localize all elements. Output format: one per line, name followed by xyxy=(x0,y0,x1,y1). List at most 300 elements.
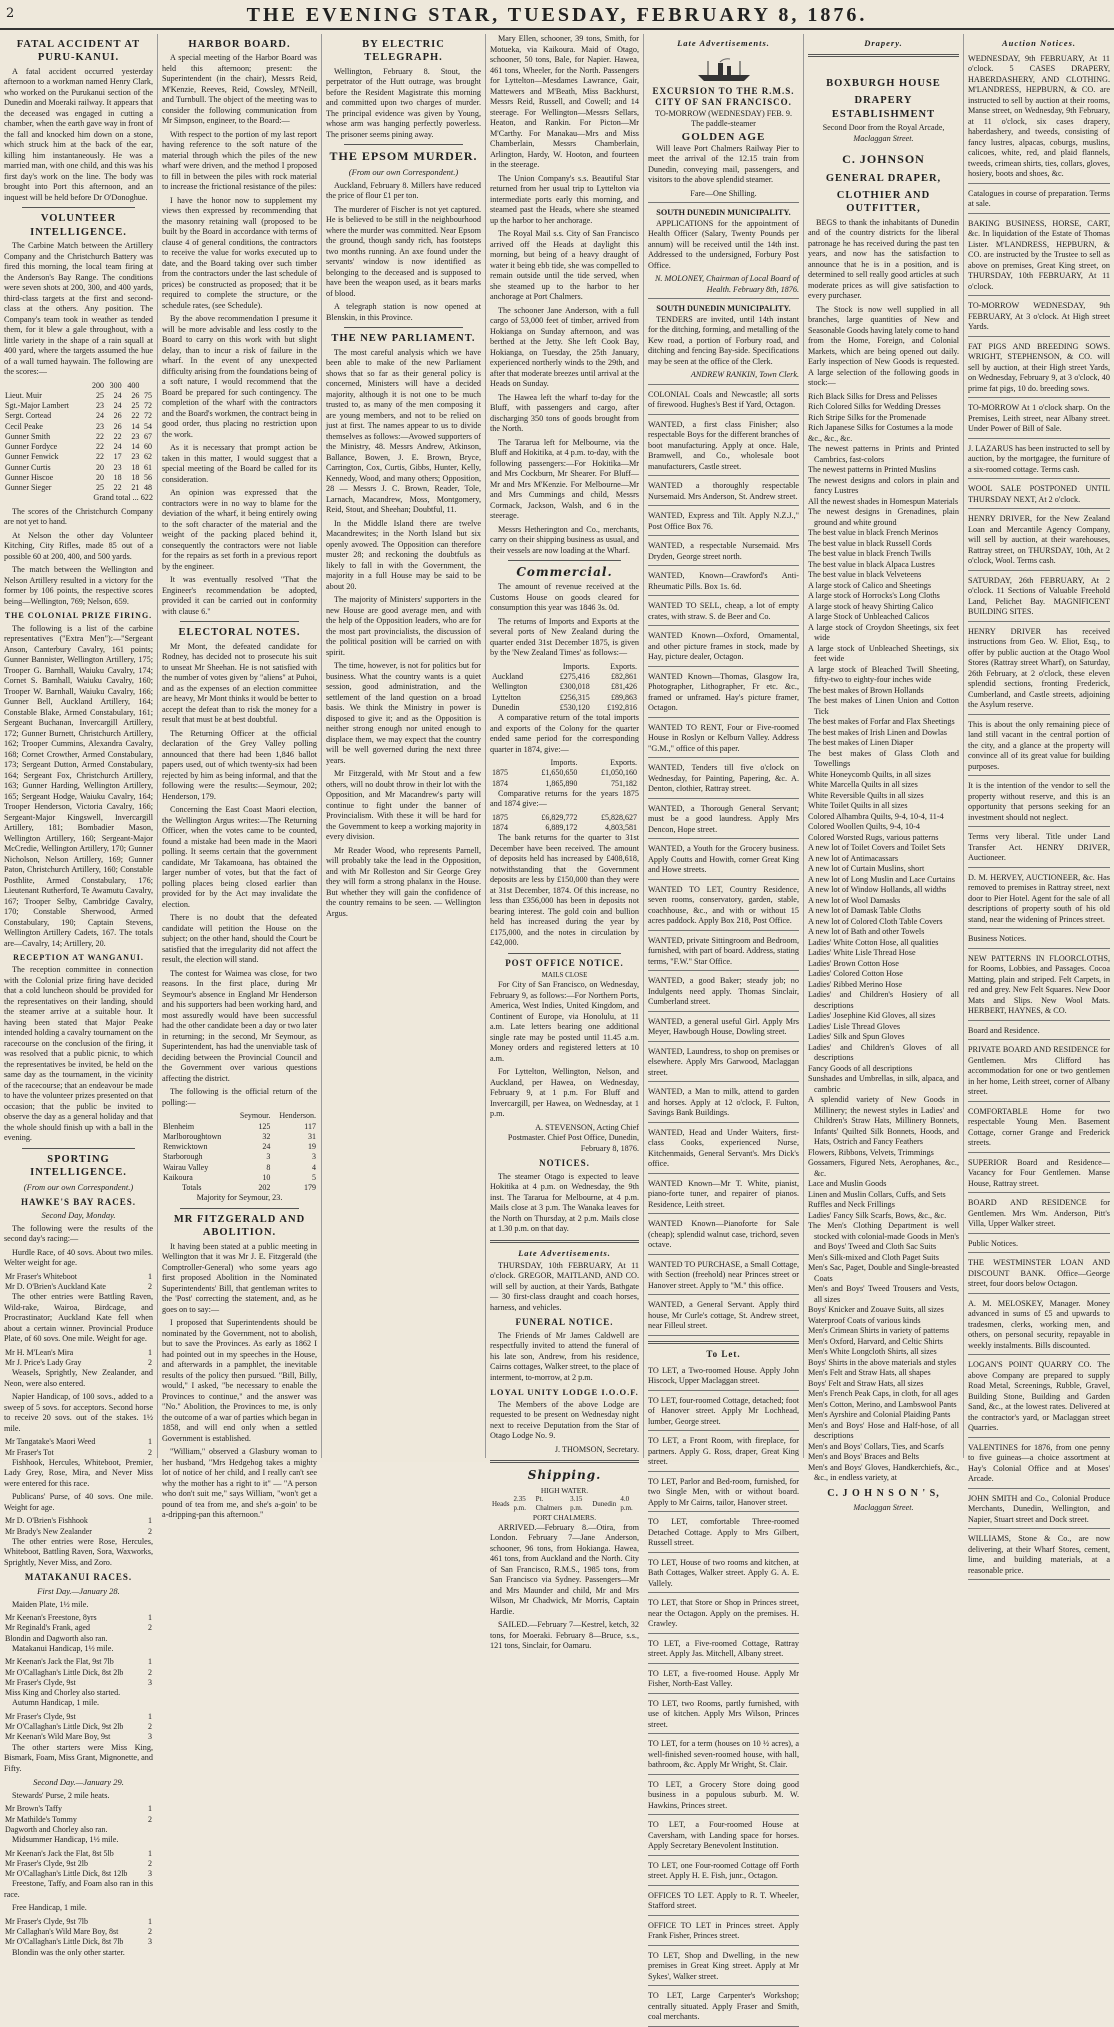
ad-body: Will leave Port Chalmers Railway Pier to meet the arrival of the 12.15 train from Dunedin, conveying mail, passengers, and visitors to the above splendid steamer. xyxy=(648,143,799,185)
auction-ad: Catalogues in course of preparation. Terms at sale. xyxy=(968,186,1110,214)
article-text: A comparative return of the total imports and exports of the Colony for the quarter ended same period for the corresponding quarter in 1874, give:— xyxy=(490,713,639,754)
race-result-row: Mr D. O'Brien's Fishhook 1 xyxy=(5,1516,152,1526)
drapery-item: Men's and Boys' Tweed Trousers and Vests, all sizes xyxy=(808,1284,959,1304)
proprietor-role: GENERAL DRAPER, xyxy=(825,172,942,184)
to-let-ad: TO LET, that Store or Shop in Princes street, near the Octagon. Apply on the premises. H. Crawley. xyxy=(648,1595,799,1634)
race-result-row: Mr O'Callaghan's Little Dick, 8st 7lb 3 xyxy=(5,1937,152,1947)
poll-row: Blenheim 125 117 xyxy=(163,1121,316,1131)
score-row: Gunner Fordyce 22 24 14 60 xyxy=(5,442,152,452)
score-row: Gunner Fenwick 22 17 23 62 xyxy=(5,452,152,462)
score-row: Gunner Sieger 25 22 21 48 xyxy=(5,483,152,493)
drapery-item: Men's and Boys' Gloves, Handkerchiefs, &c., &c., in endless variety, at xyxy=(808,1462,959,1483)
column-3 xyxy=(322,34,486,1458)
article-text: The scores of the Christchurch Company are not yet to hand. xyxy=(4,506,153,527)
drapery-item: Ladies' Ribbed Merino Hose xyxy=(808,979,903,989)
heading-late-ads: Late Advertisements. xyxy=(677,38,770,48)
drapery-item: Ladies' Lisle Thread Gloves xyxy=(808,1021,901,1031)
drapery-item: A large stock of Croydon Sheetings, six feet wide xyxy=(808,622,959,643)
article-text: At Nelson the other day Volunteer Kitching, City Rifles, made 85 out of a possible 60 at 200, 400, and 500 yards. xyxy=(4,530,153,561)
heading-late-ads: Late Advertisements. xyxy=(518,1247,611,1258)
article-text: The bank returns for the quarter to 31st December have been received. The amount of deposits held has increased by £408,618, notwithstanding that the Government deposits are less by £150,000 than they were at 31st December, 1874. Of this increase, no less than £356,000 has been in deposits not bearing interest. The gold coin and bullion held has increased during the year by £175,000, and the notes in circulation by £42,000. xyxy=(490,833,639,948)
article-text: Mr Reader Wood, who represents Parnell, will probably take the lead in the Opposition, and with Mr Rolleston and Sir George Grey they will form a strong phalanx in the House. But whether they will gain the confidence of the country remains to be seen. — Wellington Argus. xyxy=(326,845,481,918)
drapery-item: Ladies' Fancy Silk Scarfs, Bows, &c., &c. xyxy=(808,1210,947,1220)
race-result-row: Mr Keenan's Jack the Flat, 8st 5lb 1 xyxy=(5,1848,152,1858)
article-text: Free Handicap, 1 mile. xyxy=(12,1903,87,1913)
poll-row: Starborough 3 3 xyxy=(163,1152,316,1162)
drapery-item: Linen and Muslin Collars, Cuffs, and Sets xyxy=(808,1189,946,1199)
drapery-item: Boys' Shirts in the above materials and styles xyxy=(808,1357,957,1367)
grand-total: Grand total ... 622 xyxy=(93,493,153,503)
article-text: It having been stated at a public meeting in Wellington that it was Mr J. E. Fitzgerald (the Comptroller-General) who some years ago first proposed Abolition in the Nominated Superintendents' Bill, that gentleman writes to the 'Post' correcting the statement, and, as he goes on to say:— xyxy=(162,1241,317,1314)
article-text: The Tararua left for Melbourne, via the Bluff and Hokitika, at 4 p.m. to-day, with the following passengers:—For Hokitika—Mr and Mrs Cockburn, Mr Shearer. For Bluff—Mr and Mrs M'Kenzie. For Melbourne—Mr and Mrs Cummings and child, Messrs Cormack, Jackson, Walsh, and 6 in the steerage. xyxy=(490,437,639,520)
small-ads-list xyxy=(648,387,799,1336)
auction-ad: D. M. HERVEY, AUCTIONEER, &c. Has removed to premises in Rattray street, next door to Pier Hotel. Agent for the sale of all descriptions of property south of his old stand, near the widening of Princes street. xyxy=(968,870,1110,930)
race-results xyxy=(4,1804,153,1835)
advertisement xyxy=(648,301,799,385)
score-row: Cecil Peake 23 26 14 54 xyxy=(5,421,152,431)
store-street: Maclaggan Street. xyxy=(853,1502,914,1512)
drapery-item: Ladies' Brown Cotton Hose xyxy=(808,958,899,968)
article-text: Mr Fitzgerald, with Mr Stout and a few others, will no doubt throw in their lot with the Opposition, and Mr Macandrew's party will continue to fight under the banner of Provincialism. With these it will be hard for the Government to keep a working majority in every division. xyxy=(326,769,481,842)
drapery-item: Colored Worsted Rugs, various patterns xyxy=(808,832,939,842)
drapery-item: Men's Ayrshire and Colonial Plaiding Pants xyxy=(808,1410,951,1420)
score-row: Lieut. Muir 25 24 26 75 xyxy=(5,390,152,400)
subheading: HAWKE'S BAY RACES. xyxy=(20,1196,137,1207)
article-text: The Union Company's s.s. Beautiful Star returned from her usual trip to Lyttelton via intermediate ports early this morning, and steamed past the Heads, where she steamed up the harbor to her anchorage. xyxy=(490,173,639,225)
heading-shipping: Shipping. xyxy=(527,1468,602,1483)
drapery-item: The best value in black French Merinos xyxy=(808,528,939,538)
race-result-row: Mr O'Callaghan's Little Dick, 8st 12lb 3 xyxy=(5,1869,152,1879)
article-text: By the above recommendation I presume it will be more advisable and less costly to the Board to carry on this work with but slight delay, than to incur a risk of failure in the wharf. In the event of any unexpected difficulty arising from the foundations being of a soft nature, I would recommend that the Board be prepared for such contingency. The completion of the wharf with the contractors and the Board's workmen, the contract being in good order, thus placing no restriction upon the work. xyxy=(162,314,317,439)
auction-ad: A. M. MELOSKEY, Manager. Money advanced in sums of £5 and upwards to tradesmen, clerks, working men, and others, on personal security, repayable in weekly instalments. Bills discounted. xyxy=(968,1296,1110,1356)
trade-table-3 xyxy=(490,813,639,833)
auction-ads-list xyxy=(968,51,1110,1581)
score-row: Gunner Smith 22 22 23 67 xyxy=(5,431,152,441)
heading-new-parliament: THE NEW PARLIAMENT. xyxy=(331,333,476,345)
classified-ad: WANTED, Head and Under Waiters, first-class Cooks, experienced Nurse, Kitchenmaids, General Servant's. Mrs Dick's office. xyxy=(648,1125,799,1174)
classified-ad: WANTED, a general useful Girl. Apply Mrs Meyer, Hawbough House, Dowling street. xyxy=(648,1014,799,1042)
auction-ad: HENRY DRIVER has received instructions from Geo. W. Eliot, Esq., to offer by public auction at the Otago Wool Stores (Rattray street Wharf), on Saturday, 26th February, at 2 o'clock, these eleven splendid sections, fronting Frederick, Cumberland, and Castle streets, adjoining the Asylum reserve. xyxy=(968,624,1110,715)
drapery-item: Rich Colored Silks for Wedding Dresses xyxy=(808,402,941,412)
drapery-item: &c., &c., &c. xyxy=(808,433,853,443)
article-text: Weasels, Sprightly, New Zealander, and Neon, were also entered. xyxy=(4,1368,153,1388)
ad-body: APPLICATIONS for the appointment of Health Officer (Salary, Twenty Pounds per annum) will be received until the 14th inst. Addressed to the undersigned, Forbury Post Office. xyxy=(648,218,799,270)
score-row: Sergt. Cortead 24 26 22 72 xyxy=(5,411,152,421)
article-text: The majority of Ministers' supporters in the new House are good average men, and with the help of the Opposition leaders, who are for the most part provincialists, the discussion of the political position will be carried on with spirit. xyxy=(326,595,481,657)
to-let-ad: TO LET, Large Carpenter's Workshop; centrally situated. Apply Fraser and Smith, coal merchants. xyxy=(648,1988,799,2027)
race-result-row: Mr H. M'Lean's Mira 1 xyxy=(5,1347,152,1357)
store-signature: C. J O H N S O N ' S, xyxy=(827,1487,940,1499)
article-text: Freestone, Taffy, and Foam also ran in this race. xyxy=(4,1879,153,1899)
race-result-row: Mr Fraser's Clyde, 9st 1 xyxy=(5,1711,152,1721)
heading-lodge: LOYAL UNITY LODGE I.O.O.F. xyxy=(490,1387,639,1398)
poll-row: Wairau Valley 8 4 xyxy=(163,1162,316,1172)
drapery-item: Men's and Boys' Collars, Ties, and Scarfs xyxy=(808,1441,944,1451)
article-text: For Lyttelton, Wellington, Nelson, and Auckland, per Hawea, on Wednesday, February 9, at 1 p.m. For Bluff and Invercargill, per Hawea, on Wednesday, at 1 p.m. xyxy=(490,1067,639,1119)
classified-ad: WANTED, Express and Tilt. Apply N.Z.J.," Post Office Box 76. xyxy=(648,508,799,536)
article-text: Maiden Plate, 1½ mile. xyxy=(12,1599,89,1609)
advertisement: THURSDAY, 10th FEBRUARY, At 11 o'clock. GREGOR, MAITLAND, AND CO. will sell by auction, at their Yards, Bathgate — 30 first-class draught and coach horses, harness, and vehicles. xyxy=(490,1260,639,1312)
byline: (From our own Correspondent.) xyxy=(23,1181,134,1192)
article-text: Mr Mont, the defeated candidate for Rodney, has decided not to prosecute his suit to unseat Mr Sheehan. He is not satisfied with the number of votes given by "aliens" at Puhoi, and as the expenses of an election committee are heavy, Mr Mont thinks it would be better to accept the defeat than to risk the money for a result that must be at best doubtful. xyxy=(162,641,317,725)
race-result-row: Mr Fraser's Whiteboot 1 xyxy=(5,1271,152,1281)
heading-epsom-murder: THE EPSOM MURDER. xyxy=(329,149,478,164)
trade-row: Dunedin £530,120 £192,816 xyxy=(492,702,637,712)
heading-drapery: Drapery. xyxy=(864,38,903,48)
article-text: Blondin was the only other starter. xyxy=(12,1947,125,1957)
article-text: The reception committee in connection with the Colonial prize firing have decided that a cold luncheon should be provided for the representatives on their landing, should the steamer arrive at a suitable hour. It having been stated that Major Peake intended holding a cavalry tournament on the racecourse on the conclusion of the firing, it was resolved that a public picnic, to which the representatives be invited, be held on the same day as the tournament, in the vicinity of the racecourse; that an endeavour be made to have the volunteer prizes presented on that occasion; that the public be invited to observe the day as a general holiday and that the whole should finish up with a ball in the evening. xyxy=(4,965,153,1143)
column-4 xyxy=(486,34,644,1651)
article-text: Fishhook, Hercules, Whiteboot, Premier, Lady Grey, Rose, Mira, and Never Miss were entered for this race. xyxy=(4,1457,153,1488)
drapery-item: White Reversible Quilts in all sizes xyxy=(808,790,924,800)
drapery-item: Ladies' and Children's Hosiery of all descriptions xyxy=(808,990,959,1010)
auction-ad: WEDNESDAY, 9th FEBRUARY, At 11 o'clock. 5 CASES DRAPERY, HABERDASHERY, AND CLOTHING. M'LANDRESS, HEPBURN, & CO. are instructed to sell by auction at their rooms, Manse street, on Wednesday, 9th February, at 11 o'clock, six cases drapery, haberdashery, and tweeds, consisting of fancy lustres, alpacas, coburgs, muslins, calicoes, white, red, and plaid flannels, tweeds, crimean shirts, ties, collars, gloves, hosiery, boots and shoes, &c. xyxy=(968,51,1110,184)
article-text: The following were the results of the second day's racing:— xyxy=(4,1223,153,1244)
classified-ad: WANTED, a good Baker; steady job; no Indulgents need apply. Thomas Sinclair, Cumberland street. xyxy=(648,973,799,1012)
trade-row: Auckland £275,416 £82,861 xyxy=(492,672,637,682)
ad-title: SOUTH DUNEDIN MUNICIPALITY. xyxy=(656,208,791,218)
drapery-item: White Toilet Quilts in all sizes xyxy=(808,801,908,811)
proprietor-name: C. JOHNSON xyxy=(842,152,925,167)
to-let-ad: TO LET, a Four-roomed House at Caversham, with Landing space for horses. Apply Secretary Benevolent Institution. xyxy=(648,1817,799,1856)
poll-table: Seymour. Henderson. Blenheim 125 117 Marlboroughtown 32 31 Renwicktown 24 19 Starborough 3 3 Wairau Valley 8 4 Kaikoura 10 5 Totals 202 179 xyxy=(163,1111,316,1193)
race-result-row: Mr O'Callaghan's Little Dick, 9st 2lb 2 xyxy=(5,1722,152,1732)
store-subtitle: DRAPERY ESTABLISHMENT xyxy=(831,95,936,120)
drapery-item: The best makes of Linen Union and Cotton Tick xyxy=(808,696,959,716)
drapery-item: Men's Felt and Straw Hats, all shapes xyxy=(808,1368,931,1378)
newspaper-title: THE EVENING STAR, TUESDAY, FEBRUARY 8, 1876. xyxy=(246,4,868,26)
article-text: The Royal Mail s.s. City of San Francisco arrived off the Heads at daylight this morning, but being of a heavy draught of water it being ebb tide, she was compelled to remain outside until the tide served, when she steamed up to the harbor to her anchorage at Port Chalmers. xyxy=(490,229,639,301)
drapery-item: Ladies' White Lisle Thread Hose xyxy=(808,948,916,958)
drapery-item: Ruffles and Neck Frillings xyxy=(808,1200,895,1210)
race-result-row: Mr J. Price's Lady Gray 2 xyxy=(5,1358,152,1368)
article-text: The contest for Waimea was close, for two reasons. In the first place, during Mr Seymour's absence in England Mr Henderson and his supporters had been working hard, and most assuredly would have been successful had the other candidate been a day or two later in returning; in the second, Mr Seymour, as Superintendent, has had the unenviable task of deciding between the Provincial Council and the Government over various questions affecting the district. xyxy=(162,968,317,1083)
store-name: BOXBURGH HOUSE xyxy=(826,77,941,89)
drapery-item: A new lot of Toilet Covers and Toilet Sets xyxy=(808,843,946,853)
to-let-ad: TO LET, four-roomed Cottage, detached; foot of Hanover street. Apply Mr Lochhead, lumber, George street. xyxy=(648,1393,799,1432)
ad-subtitle: TO-MORROW (WEDNESDAY) FEB. 9. xyxy=(655,108,792,118)
column-1 xyxy=(0,34,158,1957)
article-text: The schooner Jane Anderson, with a full cargo of 53,000 feet of timber, arrived from Hokianga on Sunday afternoon, and was berthed at the Jetty. She left Cook Bay, Hokianga, on Tuesday, the 25th January, experienced northerly winds to the 29th, and after that moderate breezes until arrival at the Heads on Sunday. xyxy=(490,305,639,388)
drapery-item: White Honeycomb Quilts, in all sizes xyxy=(808,769,931,779)
drapery-item: A large stock of Bleached Twill Sheeting, fifty-two to eighty-four inches wide xyxy=(808,664,959,685)
heading-fatal-accident: FATAL ACCIDENT AT PURU-KANUI. xyxy=(16,39,141,64)
drapery-item: The best value in black Alpaca Lustres xyxy=(808,559,935,569)
subheading: First Day.—January 28. xyxy=(37,1585,120,1596)
article-text: I proposed that Superintendents should be nominated by the Government, not to abolish, but to save the Provinces. As early as 1862 I had pointed out in my speeches in the House, and afterwards in a pamphlet, the inevitable results of the policy then pursued. "Bill, Billy, would," I asked, "be necessary to enable the Provinces to continue," and the answer was "No." Abolition, the Provinces to me, is only the outcome of a war of parties which began in 1858, and will end only when a settled Government is established. xyxy=(162,1318,317,1443)
article-text: In the Middle Island there are twelve Macandrewites; in the North Island but six openly avowed. The Opposition can therefore muster 28; and reckoning the doubtfuls as likely to fall in with the Government, the majority in a full House may be said to be about 20. xyxy=(326,518,481,591)
race-results xyxy=(4,1917,153,1948)
drapery-item: The best value in black Russell Cords xyxy=(808,538,932,548)
auction-ad: THE WESTMINSTER LOAN AND DISCOUNT BANK. Office—George street, four doors below Octagon. xyxy=(968,1255,1110,1294)
byline: (From our own Correspondent.) xyxy=(348,166,459,177)
drapery-item: Men's French Peak Caps, in cloth, for all ages xyxy=(808,1389,959,1399)
article-text: Midsummer Handicap, 1½ mile. xyxy=(12,1835,119,1845)
auction-ad: Board and Residence. xyxy=(968,1023,1110,1041)
race-result-row: Mr Keenan's Jack the Flat, 9st 7lb 1 xyxy=(5,1657,152,1667)
auction-ad: NEW PATTERNS IN FLOORCLOTHS, for Rooms, Lobbies, and Passages. Cocoa Matting, plain and striped. Felt Carpets, in red and grey. New Felt Squares. New Door Mats and Slips. New Wool Mats. HERBERT, HAYNES, & CO. xyxy=(968,951,1110,1021)
trade-row: Lyttelton £256,315 £89,863 xyxy=(492,692,637,702)
ad-title: SOUTH DUNEDIN MUNICIPALITY. xyxy=(656,304,791,314)
trade-row: 1875 £6,829,772 £5,828,627 xyxy=(492,812,637,822)
page-number: 2 xyxy=(6,6,15,21)
scores-table: 200 300 400 Lieut. Muir 25 24 26 75 Sgt.-Major Lambert 23 24 25 72 Sergt. Cortead 24 26 22 72 Cecil Peake 23 26 14 54 Gunner Smith 22 22 23 67 Gunner Fordyce 22 24 14 60 Gunner Fenwick 22 17 23 62 Gunner Curtis 20 23 18 61 Gunner Hiscoe 20 18 18 56 Gunner Sieger 25 22 21 48 xyxy=(5,380,152,493)
heading-post-office: POST OFFICE NOTICE. xyxy=(505,957,624,968)
race-result-row: Dagworth and Chorley also ran. xyxy=(5,1824,108,1834)
classified-ad: WANTED TO RENT, Four or Five-roomed House in Roslyn or Kelburn Valley. Address "G.M.," office of this paper. xyxy=(648,720,799,759)
signature: J. THOMSON, Secretary. xyxy=(554,1444,639,1454)
auction-ad: BOARD AND RESIDENCE for Gentlemen. Mrs Wm. Anderson, Pitt's Villa, Upper Walker street. xyxy=(968,1195,1110,1234)
classified-ad: WANTED, a Thorough General Servant; must be a good laundress. Apply Mrs Dencon, Hope street. xyxy=(648,801,799,840)
classified-ad: WANTED, a respectable Nursemaid. Mrs Dryden, George street north. xyxy=(648,538,799,566)
drapery-item: White Marcella Quilts in all sizes xyxy=(808,780,918,790)
signature: N. MOLONEY, Chairman of Local Board of Health. February 8th, 1876. xyxy=(654,274,799,294)
race-result-row: Mr Fraser's Clyde, 9st 2lb 2 xyxy=(5,1858,152,1868)
article-text: The Stock is now well supplied in all branches, large quantities of New and Seasonable Goods having lately come to hand from the Home, Foreign, and Colonial Markets, which are being opened out daily. Early inspection of New Goods is requested. A large selection of the following goods in stock:— xyxy=(808,304,959,388)
race-result-row: Mr Keenan's Wild Mare Boy, 9st 3 xyxy=(5,1732,152,1742)
drapery-item: A splendid variety of New Goods in Millinery; the newest styles in Ladies' and Children's Straw Hats, Millinery Bonnets, Infants' Quilted Silk Bonnets, Hoods, and Hats, Ostrich and Fancy Feathers xyxy=(808,1095,959,1147)
article-text: The Carbine Match between the Artillery Company and the Christchurch Battery was fired this morning, the local team firing at the Anderson's Bay Range. The conditions were seven shots at 200, 300, and 400 yards, third-class targets at the first and second-class at the others. Any position. The Company's team took in weather as tended them, for it blew a gale throughout, with a little variety in the shape of a rain squall at 400 yard, where the targets assumed the hue of a wall turned haywain. The following are the scores:— xyxy=(4,241,153,377)
drapery-item: Rich Black Silks for Dress and Pelisses xyxy=(808,391,938,401)
article-text: The amount of revenue received at the Customs House on goods cleared for consumption this year was 1846 3s. 0d. xyxy=(490,582,639,613)
heading-harbor-board: HARBOR BOARD. xyxy=(188,39,291,50)
drapery-item: The best makes of Glass Cloth and Towellings xyxy=(808,748,959,769)
race-results xyxy=(4,1348,153,1368)
article-text: I have the honor now to supplement my views then expressed by recommending that the masonry retaining wall (proposed to be built by the Board in accordance with terms of clause 4 of general conditions, the contractors to receive the value for works executed up to date, and the Board taking over such timber from the contractors under the last schedule of prices) be constructed as proposed; that it be required to complete the structure, or the schedule rates, (see Schedule). xyxy=(162,195,317,310)
drapery-item: A new lot of Wool Damasks xyxy=(808,895,901,905)
heading-commercial: Commercial. xyxy=(516,565,613,579)
auction-ad: FAT PIGS AND BREEDING SOWS. WRIGHT, STEPHENSON, & CO. will sell by auction, at their High street Yards, on Wednesday, February 9, at 3 o'clock, 40 prime fat pigs, 10 do. breeding sows. xyxy=(968,339,1110,399)
auction-ad: TO-MORROW At 1 o'clock sharp. On the Premises, Leith street, near Albany street. Under Power of Bill of Sale. xyxy=(968,400,1110,439)
auction-ad: Terms very liberal. Title under Land Transfer Act. HENRY DRIVER, Auctioneer. xyxy=(968,829,1110,868)
article-text: Auckland, February 8. Millers have reduced the price of flour £1 per ton. xyxy=(326,180,481,201)
drapery-item: Men's Oxford, Harvard, and Celtic Shirts xyxy=(808,1336,943,1346)
to-let-list xyxy=(648,1363,799,2027)
to-let-ad: TO LET, a Two-roomed House. Apply John Hiscock, Upper Maclaggan street. xyxy=(648,1363,799,1391)
auction-ad: JOHN SMITH and Co., Colonial Produce Merchants, Dunedin, Wellington, and Napier, Stuart street and Dock street. xyxy=(968,1491,1110,1530)
score-row: Gunner Hiscoe 20 18 18 56 xyxy=(5,472,152,482)
drapery-item: The newest designs in Grenadines, plain ground and white ground xyxy=(808,507,959,527)
race-result-row: Mr Fraser's Tot 2 xyxy=(5,1447,152,1457)
drapery-item: Ladies' Colored Cotton Hose xyxy=(808,969,903,979)
race-results xyxy=(4,1712,153,1743)
article-text: It was eventually resolved "That the Engineer's recommendation be adopted, provided it can be carried out in conformity with clause 6." xyxy=(162,575,317,616)
score-row: Gunner Curtis 20 23 18 61 xyxy=(5,462,152,472)
drapery-item: Boys' Knicker and Zouave Suits, all sizes xyxy=(808,1305,944,1315)
poll-row: Kaikoura 10 5 xyxy=(163,1172,316,1182)
drapery-item: The best makes of Forfar and Flax Sheetings xyxy=(808,717,955,727)
drapery-item: A new lot of Window Hollands, all widths xyxy=(808,885,947,895)
drapery-item: The best makes of Linen Diaper xyxy=(808,738,914,748)
auction-ad: SATURDAY, 26th FEBRUARY, At 2 o'clock. 11 Sections of Valuable Freehold Land, Pelichet Bay. MAGNIFICENT BUILDING SITES. xyxy=(968,573,1110,622)
score-row: Sgt.-Major Lambert 23 24 25 72 xyxy=(5,401,152,411)
article-text: For City of San Francisco, on Wednesday, February 9, as follows:—For Northern Ports, America, West Indies, United Kingdom, and Continent of Europe, via Honolulu, at 11 a.m. Late letters bearing one additional single rate may be posted until 11.45 a.m. Money orders and registered letters at 10 a.m. xyxy=(490,980,639,1063)
to-let-ad: TO LET, a Five-roomed Cottage, Rattray street. Apply Jas. Mitchell, Albany street. xyxy=(648,1636,799,1664)
drapery-item: All the newest shades in Homespun Materials xyxy=(808,496,959,506)
drapery-item: A large Stock of Unbleached Calicos xyxy=(808,612,930,622)
article-text: With respect to the portion of my last report having reference to the soft nature of the material through which the piles of the new wharf were driven, and the method I proposed to fill in between the piles with rock material to increase the frictional resistance of the piles: xyxy=(162,129,317,192)
article-text: Autumn Handicap, 1 mile. xyxy=(12,1698,100,1708)
excursion-advertisement xyxy=(648,51,799,204)
steamer-icon xyxy=(694,57,754,83)
column-6 xyxy=(804,34,964,1512)
race-result-row: Mr Reginald's Frank, aged 2 xyxy=(5,1623,152,1633)
classified-ad: WANTED, a General Servant. Apply third house, Mr Curle's cottage, St. Andrew street, near Filleul street. xyxy=(648,1297,799,1336)
drapery-item: Men's and Boys' Hose and Half-hose, of all descriptions xyxy=(808,1420,959,1441)
classified-ad: WANTED TO LET, Country Residence, seven rooms, conservatory, garden, stable, coachhouse, &c., and with or without 15 acres paddock. Apply Box 218, Post Office. xyxy=(648,882,799,931)
drapery-item: Ladies' and Children's Gloves of all descriptions xyxy=(808,1042,959,1063)
drapery-item: Colored Woollen Quilts, 9-4, 10-4 xyxy=(808,822,920,832)
drapery-item: Waterproof Coats of various kinds xyxy=(808,1315,921,1325)
race-results xyxy=(4,1657,153,1698)
poll-row: Marlboroughtown 32 31 xyxy=(163,1131,316,1141)
article-text: Mary Ellen, schooner, 39 tons, Smith, for Motueka, via Kaikoura. Maid of Otago, schooner, 50 tons, Bale, for Napier. Hawea, 461 tons, Wheeler, for the North. Passengers for Lyttelton—Mesdames Lawrance, Gair, Mattewers and M'Beath, Miss Backhurst, Messrs Reid, Russell, and Cowell; and 14 steerage. For Wellington—Messrs Sellars, Heaton, and Rankin. For Picton—Mr M'Carthy. For Manakau—Mrs and Miss Chamberlain, Messrs Chamberlain, Arlington, Hardy, W. Hooton, and fourteen in the steerage. xyxy=(490,34,639,169)
advertisement xyxy=(648,205,799,299)
classified-ad: WANTED TO SELL, cheap, a lot of empty crates, with straw. S. de Beer and Co. xyxy=(648,598,799,626)
article-text: The time, however, is not for politics but for business. What the country wants is a quiet session, good administration, and the settlement of the land question on a broad basis. We think the Ministry in power is disposed to give it; and as the Opposition is neither strong enough nor united enough to displace them, we may expect that the country will be well governed during the next three years. xyxy=(326,661,481,765)
drapery-item: Men's Crimean Shirts in variety of patterns xyxy=(808,1326,950,1336)
signature: A. STEVENSON, Acting Chief Postmaster. Chief Post Office, Dunedin, February 8, 1876. xyxy=(507,1122,639,1153)
column-7 xyxy=(964,34,1114,1575)
to-let-ad: TO LET, one Four-roomed Cottage off Forth street. Apply H. E. Fish, junr., Octagon. xyxy=(648,1858,799,1886)
article-text: A telegraph station is now opened at Blenskin, in this Province. xyxy=(326,302,481,322)
poll-row: Renwicktown 24 19 xyxy=(163,1142,316,1152)
race-results xyxy=(4,1516,153,1536)
subheading: Second Day.—January 29. xyxy=(33,1777,124,1788)
drapery-item: The best value in black Velveteens xyxy=(808,570,922,580)
auction-ad: It is the intention of the vendor to sell the property without reserve, and this is an opportunity that persons seeking for an investment should not neglect. xyxy=(968,778,1110,827)
race-result-row: Mr D. O'Brien's Auckland Kate 2 xyxy=(5,1282,152,1292)
auction-ad: This is about the only remaining piece of land still vacant in the central portion of the city, and a glance at the property will convince all of its great value for building purposes. xyxy=(968,717,1110,777)
classified-ad: COLONIAL Coals and Newcastle; all sorts of firewood. Hughes's Best if Yard, Octagon. xyxy=(648,387,799,415)
to-let-ad: TO LET, House of two rooms and kitchen, at Bath Cottages, Walker street. Apply G. A. E. Vallely. xyxy=(648,1555,799,1594)
classified-ad: WANTED Known—Mr T. White, pianist, piano-forte tuner, and repairer of pianos. Residence, Leith street. xyxy=(648,1176,799,1215)
article-text: The following is a list of the carbine representatives ("Extra Men"):—"Sergeant Anson, Canterbury Cavalry, 161 points; Gunner Bannister, Wellington Artillery, 175; Trooper G. Barnhall, Waiuku Cavalry, 174; Cornet S. Barnhall, Waiuku Cavalry, 160; Trooper W. Barnhall, Waiuku Cavalry, 166; Gunner Bell, Auckland Artillery, 164; Constable Blake, Armed Constabulary, 161; Sergeant Buchanan, Invercargill Artillery, 172; Gunner Burnett, Christchurch Artillery, 162; Trooper Cummins, Alexandra Cavalry, 168; Cornet Crowther, Armed Constabulary, 173; Sergeant Dutton, Armed Constabulary, 164; Sergeant Fox, Christchurch Artillery, 163; Gunner Harding, Wellington Artillery, 165; Sergeant Hodge, Waiuku Cavalry, 164; Trooper Henderson, Victoria Cavalry, 166; Sergeant-Major Kingswell, Invercargill Artillery, 181; Bombadier Mason, Wellington Artillery, 160; Sergeant-Major McCredie, Wellington Artillery, 170; Gunner Nicholson, Nelson Artillery, 169; Gunner Paton, Christchurch Artillery, 160; Constable Posthlite, Armed Constabulary, 176; Lieutenant Rutherford, Te Awamutu Cavalry, 167; Trooper Selby, Cambridge Cavalry, 170; Constable Sherwood, Armed Constabulary, 190; Captain Stevens, Wellington Artillery Cadets, 167. The totals are—Cavalry, 14; Artillery, 20. xyxy=(4,623,153,948)
drapery-item: Men's and Boys' Braces and Belts xyxy=(808,1452,919,1462)
drapery-item: Ladies' Silk and Spun Gloves xyxy=(808,1032,905,1042)
drapery-item: The newest patterns in Printed Muslins xyxy=(808,465,937,475)
article-text: An opinion was expressed that the contractors were in no way to blame for the deviation of the wharf, it being entirely owing to the soft character of the material and the weight of the packing placed behind it, consequently the contractors were not liable for the repairs as set forth in a previous report by the engineer. xyxy=(162,488,317,571)
heading-electoral: ELECTORAL NOTES. xyxy=(178,627,301,639)
classified-ad: WANTED a thoroughly respectable Nursemaid. Mrs Anderson, St. Andrew street. xyxy=(648,478,799,506)
article-text: Hurdle Race, of 40 sovs. About two miles. Welter weight for age. xyxy=(4,1247,153,1268)
classified-ad: WANTED, Tenders till five o'clock on Wednesday, for Painting, Papering, &c. A. Denton, clothier, Rattray street. xyxy=(648,760,799,799)
subheading: PORT CHALMERS. xyxy=(532,1513,597,1523)
article-text: "William," observed a Glasbury woman to her husband, "Mrs Hedgehog takes a mighty lot of notice of her child, and I really can't see why the mother has a right to it" — "A person who don't suit me," says William, "won't get a pound of tea from me, and she's a-goin' to be a-dripping-pan this afternoon." xyxy=(162,1447,317,1520)
drapery-item: The best makes of Irish Linen and Dowlas xyxy=(808,727,947,737)
poll-majority: Majority for Seymour, 23. xyxy=(196,1193,283,1203)
race-result-row: Mr Callaghan's Wild Mare Boy, 8st 2 xyxy=(5,1927,152,1937)
classified-ad: WANTED, private Sittingroom and Bedroom, furnished, with part of board. Address, stating terms, "F.W." Star Office. xyxy=(648,933,799,972)
proprietor-role-2: CLOTHIER AND OUTFITTER, xyxy=(836,189,931,215)
store-street: Maclaggan Street. xyxy=(853,133,914,143)
to-let-ad: TO LET, Shop and Dwelling, in the new premises in Great King street. Apply at Mr Sykes', Walker street. xyxy=(648,1948,799,1987)
auction-ad: Public Notices. xyxy=(968,1236,1110,1254)
race-results xyxy=(4,1272,153,1292)
classified-ad: WANTED, Laundress, to shop on premises or elsewhere. Apply Mrs Garwood, Maclaggan street. xyxy=(648,1044,799,1083)
classified-ad: WANTED, a Youth for the Grocery business. Apply Coutts and Howith, corner Great King and Howe streets. xyxy=(648,841,799,880)
drapery-item: Lace and Muslin Goods xyxy=(808,1179,887,1189)
race-result-row: Blondin and Dagworth also ran. xyxy=(5,1633,108,1643)
race-result-row: Mr Keenan's Freestone, 8yrs 1 xyxy=(5,1613,152,1623)
heading-to-let: To Let. xyxy=(706,1348,741,1359)
auction-ad: WILLIAMS, Stone & Co., are now delivering, at their Wharf Stores, cement, lime, and building materials, at a reasonable price. xyxy=(968,1531,1110,1580)
race-results xyxy=(4,1437,153,1457)
race-result-row: Mr Fraser's Clyde, 9st 7lb 1 xyxy=(5,1916,152,1926)
article-text: The steamer Otago is expected to leave Hokitika at 4 p.m. on Wednesday, the 9th inst. The Tararua for Melbourne, at 4 p.m. Mails close at 3 p.m. The Wanaka leaves for the North on Thursday, at 2 p.m. Mails close at 1.30 p.m. on that day. xyxy=(490,1171,639,1234)
advertisement: The Friends of Mr James Caldwell are respectfully invited to attend the funeral of his late son, Andrew, from his residence, Cairns cottages, Walker street, to the place of interment, to-morrow, at 2 p.m. xyxy=(490,1330,639,1382)
article-text: Comparative returns for the years 1875 and 1874 give:— xyxy=(490,788,639,809)
to-let-ad: OFFICES TO LET. Apply to R. T. Wheeler, Stafford street. xyxy=(648,1888,799,1916)
subheading: RECEPTION AT WANGANUI. xyxy=(13,953,144,963)
article-text: The Returning Officer at the official declaration of the Grey Valley polling announced that there had been 1,846 ballot papers used, out of which twenty-six had been rejected by him as being informal, and that the following were the results:—Seymour, 202; Henderson, 179. xyxy=(162,728,317,801)
drapery-item: The best makes of Brown Hollands xyxy=(808,685,924,695)
heading-notices: NOTICES. xyxy=(539,1158,590,1169)
auction-ad: HENRY DRIVER, for the New Zealand Loan and Mercantile Agency Company, will sell by auction, at their warehouses, Rattray street, on THURSDAY, 10th, At 2 o'clock, Wool. Terms cash. xyxy=(968,511,1110,571)
drapery-item: Ladies' Josephine Kid Gloves, all sizes xyxy=(808,1011,936,1021)
drapery-item: Ladies' White Cotton Hose, all qualities xyxy=(808,937,939,947)
to-let-ad: TO LET, comfortable Three-roomed Detached Cottage. Apply to Mrs Gilbert, Russell street. xyxy=(648,1514,799,1553)
drapery-item: Men's Silk-mixed and Cloth Paget Suits xyxy=(808,1252,939,1262)
trade-row: 1874 6,889,172 4,803,581 xyxy=(492,822,637,832)
subheading: Second Day, Monday. xyxy=(41,1210,116,1221)
signature: ANDREW RANKIN, Town Clerk. xyxy=(690,370,799,380)
drapery-items-list xyxy=(808,392,959,1484)
tide-table: Heads 2.35 p.m. Pt. Chalmers 3.15 p.m. Dunedin 4.0 p.m. xyxy=(492,1495,633,1513)
to-let-ad: TO LET, for a term (houses on 10 ½ acres), a well-finished seven-roomed house, with hall, bathroom, &c. Apply Mr Wright, St. Clair. xyxy=(648,1736,799,1775)
article-text: Napier Handicap, of 100 sovs., added to a sweep of 5 sovs. for acceptors. Second horse to receive 20 sovs. out of the stakes. 1½ mile. xyxy=(4,1392,153,1433)
auction-ad: PRIVATE BOARD AND RESIDENCE for Gentlemen. Mrs Clifford has accommodation for one or two gentlemen in her home, Leith street, corner of Albany street. xyxy=(968,1042,1110,1102)
subheading: THE COLONIAL PRIZE FIRING. xyxy=(4,611,153,621)
to-let-ad: TO LET, Parlor and Bed-room, furnished, for two Single Men, with or without board. Apply to Mr Cairns, tailor, Hanover street. xyxy=(648,1474,799,1513)
advertisement: The Members of the above Lodge are requested to be present on Wednesday night next to receive Deputation from the Star of Otago Lodge No. 9. xyxy=(490,1399,639,1441)
article-text: The returns of Imports and Exports at the several ports of New Zealand during the quarter ended 31st December 1875, is given by the 'New Zealand Times' as follows:— xyxy=(490,616,639,658)
auction-ad: J. LAZARUS has been instructed to sell by auction, by the mortgagee, the furniture of a six-roomed cottage. Terms cash. xyxy=(968,441,1110,480)
drapery-item: Men's White Longcloth Shirts, all sizes xyxy=(808,1347,937,1357)
article-text: Messrs Hetherington and Co., merchants, carry on their shipping business as usual, and their vessels are now loading at the Wharf. xyxy=(490,524,639,555)
article-text: The most careful analysis which we have been able to make of the new Parliament shows that so far as their general policy is concerned, Ministers will have a decided majority, although it is not one to be much trusted to, as many of the men composing it are young members, and not to be relied on just at first. The names appear to us to divide themselves as follows:—Avowed supporters of the Ministry, 48. Messrs Andrew, Atkinson, Ballance, Bowen, J. E. Brown, Bryce, Carrington, Cox, Curtis, Gibbs, Hunter, Kelly, Kennedy, Wood, and many others; Opposition, 28 — Messrs J. C. Brown, Reader, Tole, Larnach, Macandrew, Moss, Montgomery, Reid, Stout, and Sheehan; Doubtful, 11. xyxy=(326,347,481,515)
auction-ad: WOOL SALE POSTPONED UNTIL THURSDAY NEXT, At 2 o'clock. xyxy=(968,481,1110,509)
race-result-row: Mr Fraser's Clyde, 9st 3 xyxy=(5,1677,152,1687)
subheading: MATAKANUI RACES. xyxy=(24,1572,133,1583)
article-text: SAILED.—February 7—Kestrel, ketch, 32 tons, for Moeraki. February 8—Bruce, s.s., 121 tons, Sinclair, for Oamaru. xyxy=(490,1620,639,1651)
classified-ad: WANTED, a first class Finisher; also respectable Boys for the different branches of boot manufacturing. Apply at once. Hale, Bramwell, and Co., wholesale boot manufacturers, Castle street. xyxy=(648,417,799,477)
article-text: The match between the Wellington and Nelson Artillery resulted in a victory for the former by 106 points, the respective scores being—Wellington, 769; Nelson, 659. xyxy=(4,565,153,606)
ad-line: The paddle-steamer xyxy=(691,119,756,129)
trade-row: Wellington £300,018 £81,426 xyxy=(492,682,637,692)
trade-table: Imports. Exports. Auckland £275,416 £82,861 Wellington £300,018 £81,426 Lyttelton £256,315 £89,863 Dunedin £530,120 £192,816 xyxy=(492,661,637,712)
drapery-item: Fancy Goods of all descriptions xyxy=(808,1063,913,1073)
heading-auction: Auction Notices. xyxy=(1001,38,1077,48)
to-let-ad: TO LET, two Rooms, partly furnished, with use of kitchen. Apply Mrs Wilson, Princes street. xyxy=(648,1696,799,1735)
drapery-item: Men's Sac, Paget, Double and Single-breasted Coats xyxy=(808,1263,959,1283)
drapery-item: The newest designs and colors in plain and fancy Lustres xyxy=(808,475,959,496)
article-text: The other entries were Battling Raven, Wild-rake, Wairoa, Birdcage, and Procrastinator; Auckland Kate fell when about a certain winner. Provincial Produce Plate, of 60 sovs. One mile. Weight for age. xyxy=(4,1292,153,1344)
drapery-item: Sunshades and Umbrellas, in silk, alpaca, and cambric xyxy=(808,1074,959,1094)
drapery-item: A new lot of Curtain Muslins, short xyxy=(808,864,925,874)
classified-ad: WANTED Known—Thomas, Glasgow Ira, Photographer, Lithographer, Fr etc. &c., framed or unframed. Hay's picture framer, Octagon. xyxy=(648,669,799,718)
ad-fare: Fare—One Shilling. xyxy=(690,188,757,198)
drapery-item: Men's Cotton, Merino, and Lambswool Pants xyxy=(808,1399,957,1409)
drapery-item: A new lot of Antimacassars xyxy=(808,853,899,863)
article-text: A fatal accident occurred yesterday afternoon to a workman named Henry Clark, who worked on the Purukanui section of the Dunedin and Moeraki railway. It appears that the deceased was engaged in cutting a chamber, when the earth gave way in front of the fall and knocked him down on a stone, which struck him at the back of the ear, killing him instantaneously. He was a married man, with one child, and this was his first day's work on the line. The body was brought into Port this afternoon, and an inquest will be held before Dr O'Donoghue. xyxy=(4,66,153,202)
drapery-item: Gossamers, Figured Nets, Aerophanes, &c., &c. xyxy=(808,1158,959,1178)
article-text: The Hawea left the wharf to-day for the Bluff, with passengers and cargo, after discharging 350 tons of goods brought from the North. xyxy=(490,392,639,433)
column-5 xyxy=(644,34,804,2021)
auction-ad: VALENTINES for 1876, from one penny to five guineas—a choice assortment at Hay's Colonial Office and at Moses' Arcade. xyxy=(968,1440,1110,1489)
to-let-ad: TO LET, a Front Room, with fireplace, for partners. Apply G. Ross, draper, Great King street. xyxy=(648,1433,799,1472)
drapery-item: A large stock of heavy Shirting Calico xyxy=(808,601,934,611)
